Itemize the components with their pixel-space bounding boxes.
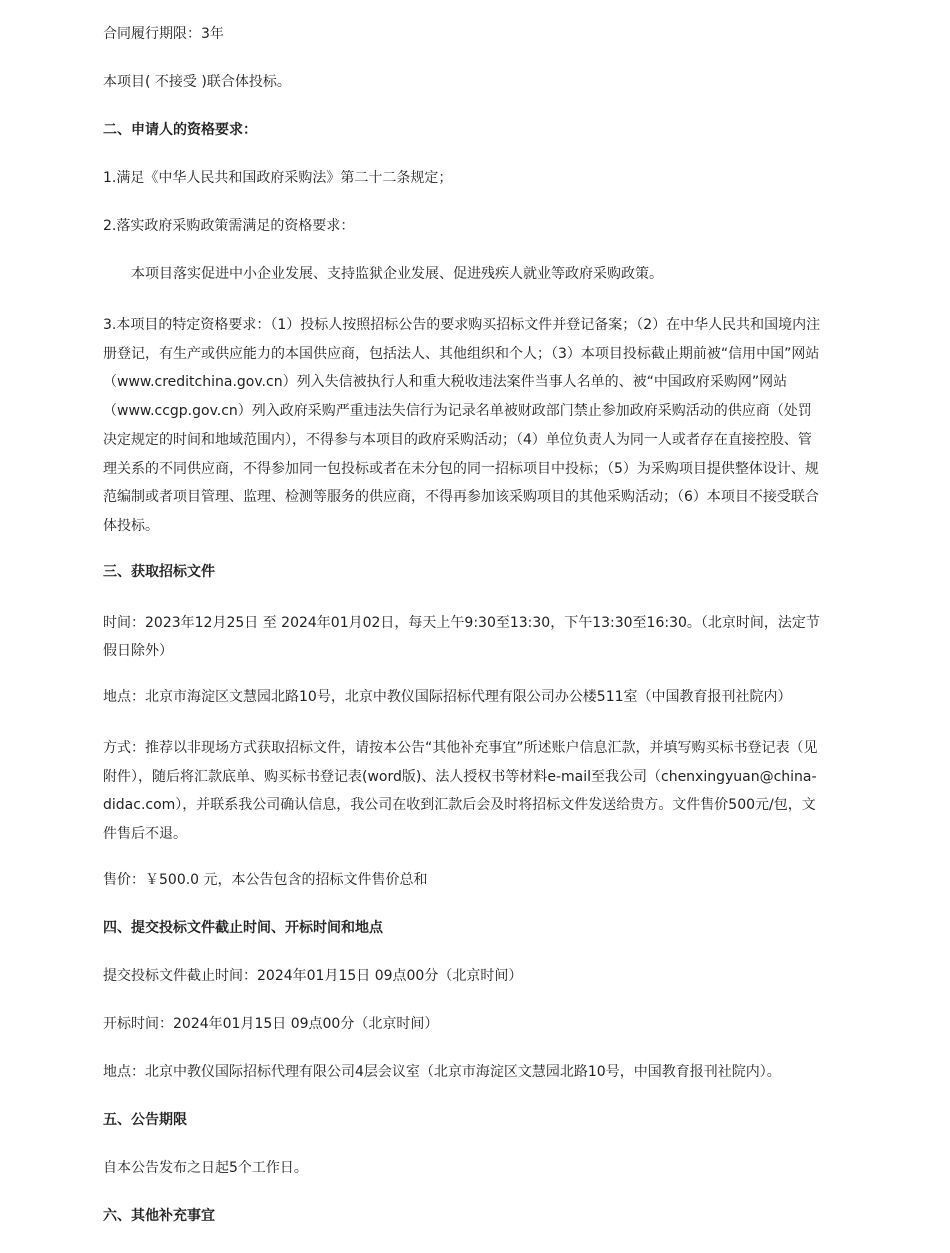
requirement-2: 2.落实政府采购政策需满足的资格要求： bbox=[103, 218, 355, 234]
submission-deadline: 提交投标文件截止时间：2024年01月15日 09点00分（北京时间） bbox=[103, 967, 523, 984]
requirement-2-detail: 本项目落实促进中小企业发展、支持监狱企业发展、促进残疾人就业等政府采购政策。 bbox=[131, 266, 663, 282]
opening-place: 地点：北京中教仪国际招标代理有限公司4层会议室（北京市海淀区文慧园北路10号，中国教育报刊社院内）。 bbox=[103, 1063, 781, 1080]
section-heading-announcement-period: 五、公告期限 bbox=[103, 1111, 187, 1128]
obtain-place: 地点：北京市海淀区文慧园北路10号，北京中教仪国际招标代理有限公司办公楼511室（中国教育报刊社院内） bbox=[103, 689, 792, 706]
contract-period: 合同履行期限：3年 bbox=[103, 26, 224, 42]
opening-time: 开标时间：2024年01月15日 09点00分（北京时间） bbox=[103, 1015, 439, 1032]
consortium-note: 本项目( 不接受 )联合体投标。 bbox=[103, 74, 291, 90]
section-heading-qualifications: 二、申请人的资格要求： bbox=[103, 122, 257, 138]
requirement-1: 1.满足《中华人民共和国政府采购法》第二十二条规定； bbox=[103, 170, 453, 186]
section-heading-other-matters: 六、其他补充事宜 bbox=[103, 1207, 215, 1224]
requirement-3: 3.本项目的特定资格要求：（1）投标人按照招标公告的要求购买招标文件并登记备案；（2）在中华人民共和国境内注册登记，有生产或供应能力的本国供应商，包括法人、其他组织和个人；（3）本项目投标截止期前被“信用中国”网站（www.creditchina.gov.cn）列入失信被执行人和重大税收违法案件当事人名单的、被“中国政府采购网”网站（www.ccgp.gov.cn）列入政府采购严重违法失信行为记录名单被财政部门禁止参加政府采购活动的供应商（处罚决定规定的时间和地域范围内），不得参与本项目的政府采购活动；（4）单位负责人为同一人或者存在直接控股、管理关系的不同供应商，不得参加同一包投标或者在未分包的同一招标项目中投标；（5）为采购项目提供整体设计、规范编制或者项目管理、监理、检测等服务的供应商，不得再参加该采购项目的其他采购活动；（6）本项目不接受联合体投标。 bbox=[103, 317, 821, 534]
announcement-document bbox=[103, 23, 823, 1253]
section-heading-obtain-documents: 三、获取招标文件 bbox=[103, 563, 215, 580]
announcement-period: 自本公告发布之日起5个工作日。 bbox=[103, 1159, 308, 1176]
document-price: 售价：￥500.0 元，本公告包含的招标文件售价总和 bbox=[103, 871, 428, 888]
section-heading-bid-submission: 四、提交投标文件截止时间、开标时间和地点 bbox=[103, 919, 383, 936]
obtain-method: 方式：推荐以非现场方式获取招标文件，请按本公告“其他补充事宜”所述账户信息汇款，并填写购买标书登记表（见附件），随后将汇款底单、购买标书登记表(word版)、法人授权书等材料e-mail至我公司（chenxingyuan@china-didac.com），并联系我公司确认信息，我公司在收到汇款后会及时将招标文件发送给贵方。文件售价500元/包，文件售后不退。 bbox=[103, 740, 818, 843]
obtain-time: 时间：2023年12月25日 至 2024年01月02日，每天上午9:30至13:30，下午13:30至16:30。（北京时间，法定节假日除外） bbox=[103, 614, 820, 660]
